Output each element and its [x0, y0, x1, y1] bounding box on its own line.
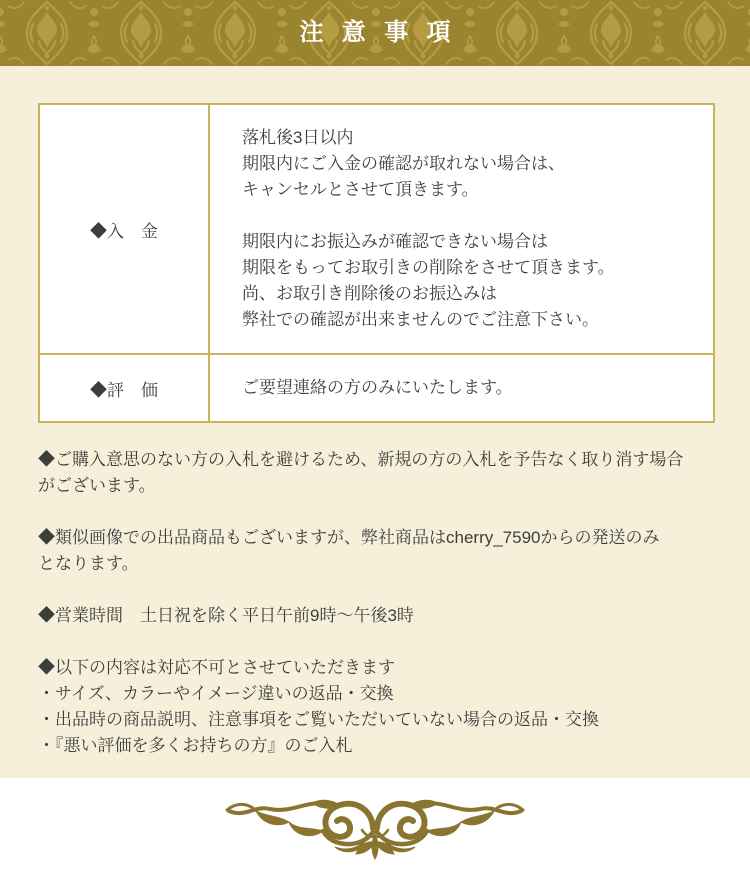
payment-line: 期限内にご入金の確認が取れない場合は、 — [242, 154, 565, 173]
evaluation-line: ご要望連絡の方のみにいたします。 — [242, 378, 513, 397]
table-row-evaluation — [39, 354, 714, 422]
page-title: 注 意 事 項 — [299, 17, 456, 46]
row-content-evaluation — [209, 354, 714, 422]
note-line: ・サイズ、カラーやイメージ違いの返品・交換 — [38, 684, 394, 703]
payment-line-blank — [242, 203, 703, 229]
row-content-payment — [209, 104, 714, 354]
payment-line: 期限をもってお取引きの削除をさせて頂きます。 — [242, 258, 615, 277]
notes-section — [38, 447, 728, 759]
payment-line: 期限内にお振込みが確認できない場合は — [242, 232, 548, 251]
flourish-icon — [224, 796, 526, 860]
row-label-evaluation: ◆評 価 — [39, 354, 209, 422]
payment-line: キャンセルとさせて頂きます。 — [242, 180, 479, 199]
row-label-payment: ◆入 金 — [39, 104, 209, 354]
note-paragraph-business-hours — [38, 603, 728, 629]
note-line: ◆以下の内容は対応不可とさせていただきます — [38, 658, 395, 677]
notice-body — [0, 66, 750, 778]
note-paragraph-bid-cancel — [38, 447, 728, 499]
notice-header — [0, 0, 750, 66]
note-line: ・出品時の商品説明、注意事項をご覧いただいていない場合の返品・交換 — [38, 710, 599, 729]
payment-line: 弊社での確認が出来ませんのでご注意下さい。 — [242, 310, 599, 329]
notice-table — [38, 103, 715, 423]
note-line: ◆類似画像での出品商品もございますが、弊社商品はcherry_7590からの発送のみ — [38, 528, 660, 547]
payment-line: 落札後3日以内 — [242, 128, 354, 147]
note-line: がございます。 — [38, 476, 156, 495]
note-line: ◆ご購入意思のない方の入札を避けるため、新規の方の入札を予告なく取り消す場合 — [38, 450, 684, 469]
note-paragraph-similar-items — [38, 525, 728, 577]
note-line: となります。 — [38, 554, 139, 573]
notice-footer — [0, 778, 750, 880]
payment-line: 尚、お取引き削除後のお振込みは — [242, 284, 497, 303]
note-paragraph-not-supported — [38, 655, 728, 759]
note-line: ◆営業時間 土日祝を除く平日午前9時～午後3時 — [38, 606, 414, 625]
table-row-payment — [39, 104, 714, 354]
note-line: ・『悪い評価を多くお持ちの方』のご入札 — [38, 736, 353, 755]
